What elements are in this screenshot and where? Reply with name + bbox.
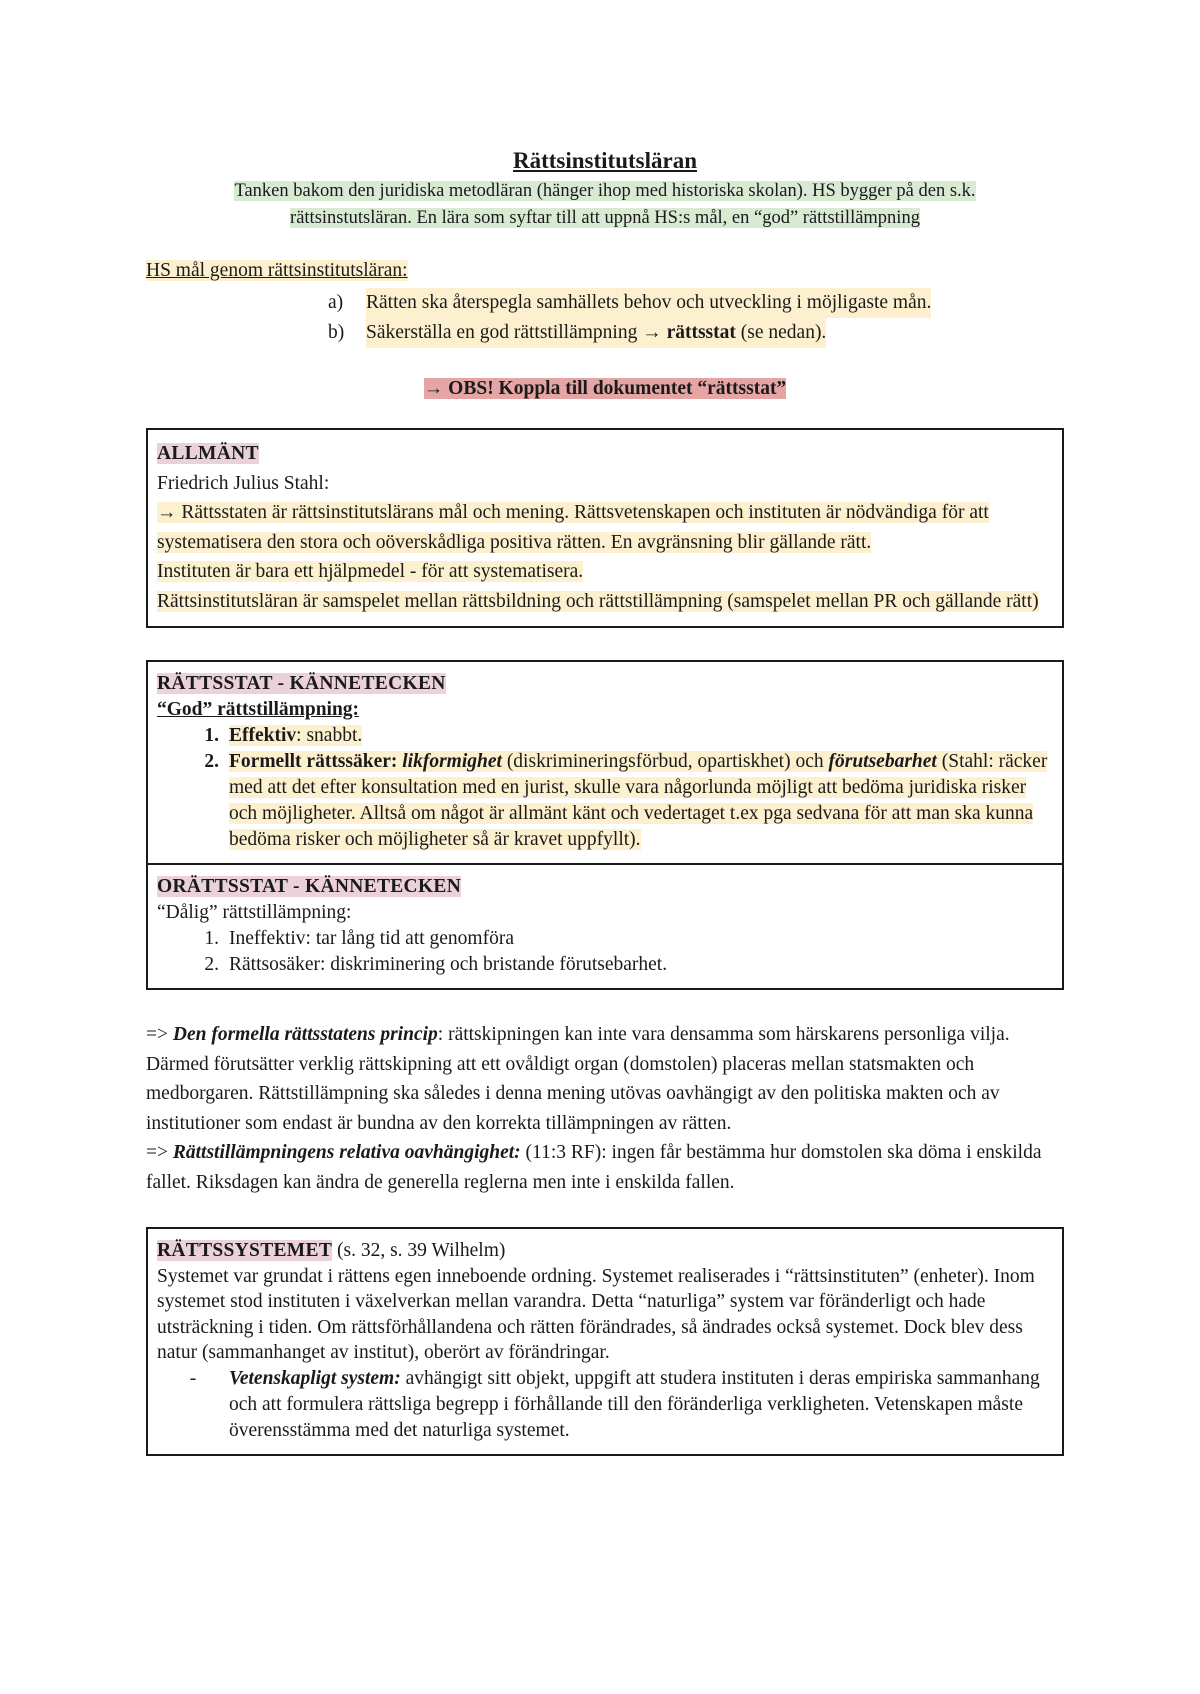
orattsstat-subheading: “Dålig” rättstillämpning: (157, 902, 352, 923)
rattssystemet-heading: RÄTTSSYSTEMET (157, 1240, 333, 1261)
goal-text: Säkerställa en god rättstillämpning → rättsstat (se nedan). (366, 318, 826, 348)
list-marker: 1. (204, 725, 219, 746)
orattsstat-list (157, 926, 1053, 978)
orattsstat-heading: ORÄTTSSTAT - KÄNNETECKEN (157, 876, 462, 897)
rattsstat-box (146, 660, 1064, 990)
rattssystemet-text: Systemet var grundat i rättens egen inneboende ordning. Systemet realiserades i “rättsinstituten” (enheter). Inom systemet stod instituten i växelverkan mellan varandra. Detta “naturliga” system var föränderligt och hade utsträckning i tiden. Om rättsförhållandena och rätten förändrades, så ändrades också systemet. Dock blev dess natur (sammanhanget av institut), oberört av förändringar. (157, 1265, 1035, 1363)
list-item: 1. Ineffektiv: tar lång tid att genomföra (157, 926, 1053, 952)
obs-note: → OBS! Koppla till dokumentet “rättsstat” (423, 378, 787, 399)
goal-text: Rätten ska återspegla samhällets behov och utveckling i möjligaste mån. (366, 288, 931, 318)
principles-paragraph (146, 1020, 1064, 1197)
intro-line-2: rättsinstutsläran. En lära som syftar till att uppnå HS:s mål, en “god” rättstillämpning (290, 208, 920, 228)
allmant-line: Friedrich Julius Stahl: (157, 472, 330, 494)
list-marker: 2. (204, 954, 219, 975)
allmant-heading: ALLMÄNT (157, 443, 259, 464)
principle-formella: => Den formella rättsstatens princip: rättskipningen kan inte vara densamma som härskarens personliga vilja. Därmed förutsätter verklig rättskipning att ett ovåldigt organ (domstolen) placeras mellan statsmakten och medborgaren. Rättstillämpning ska således i denna mening utövas oavhängigt av den politiska makten och av institutioner som endast är bundna av den korrekta tillämpningen av rätten. (146, 1024, 1010, 1134)
list-marker: 2. (204, 751, 219, 772)
list-marker: b) (328, 322, 345, 343)
list-marker: 1. (204, 928, 219, 949)
page-title: Rättsinstitutsläran (512, 148, 697, 173)
list-item (328, 288, 1064, 318)
rattssystemet-list (157, 1366, 1053, 1444)
list-marker: a) (328, 292, 344, 313)
list-item (328, 318, 1064, 348)
rattsstat-section (148, 662, 1062, 863)
list-item: 2. Formellt rättssäker: likformighet (diskrimineringsförbud, opartiskhet) och förutsebarhet (Stahl: räcker med att det efter konsultation med en jurist, skulle vara någorlunda möjligt att bedöma juridiska risker och möjligheter. Alltså om något är allmänt känt och vedertaget t.ex pga sedvana för att man ska kunna bedöma risker och möjligheter så är kravet uppfyllt). (157, 749, 1053, 853)
orattsstat-section (148, 863, 1062, 988)
intro-line-1: Tanken bakom den juridiska metodläran (hänger ihop med historiska skolan). HS bygger på den s.k. (234, 181, 976, 201)
rattssystemet-reference: (s. 32, s. 39 Wilhelm) (332, 1240, 506, 1261)
goals-list (146, 288, 1064, 348)
allmant-box (146, 428, 1064, 628)
rattsstat-subheading: “God” rättstillämpning: (157, 699, 360, 720)
document-page (146, 146, 1064, 1456)
rattsstat-heading: RÄTTSSTAT - KÄNNETECKEN (157, 673, 446, 694)
rattsstat-list (157, 723, 1053, 853)
intro-paragraph (146, 178, 1064, 232)
allmant-line: Rättsinstitutsläran är samspelet mellan rättsbildning och rättstillämpning (samspelet mellan PR och gällande rätt) (157, 590, 1039, 612)
list-item: 2. Rättsosäker: diskriminering och bristande förutsebarhet. (157, 952, 1053, 978)
allmant-line: → Rättsstaten är rättsinstitutslärans mål och mening. Rättsvetenskapen och instituten är nödvändiga för att systematisera den stora och oöverskådliga positiva rätten. En avgränsning blir gällande rätt. (157, 502, 989, 553)
goals-heading: HS mål genom rättsinstitutsläran: (146, 260, 408, 281)
principle-oavhangighet: => Rättstillämpningens relativa oavhängighet: (11:3 RF): ingen får bestämma hur domstolen ska döma i enskilda fallet. Riksdagen kan ändra de generella reglerna men inte i enskilda fallen. (146, 1142, 1042, 1193)
list-item: - Vetenskapligt system: avhängigt sitt objekt, uppgift att studera instituten i deras empiriska sammanhang och att formulera rättsliga begrepp i förhållande till den föränderliga verkligheten. Vetenskapen måste överensstämma med det naturliga systemet. (157, 1366, 1053, 1444)
rattssystemet-box (146, 1227, 1064, 1456)
list-marker: - (189, 1367, 197, 1389)
list-item: 1. Effektiv: snabbt. (157, 723, 1053, 749)
allmant-line: Instituten är bara ett hjälpmedel - för att systematisera. (157, 561, 584, 582)
